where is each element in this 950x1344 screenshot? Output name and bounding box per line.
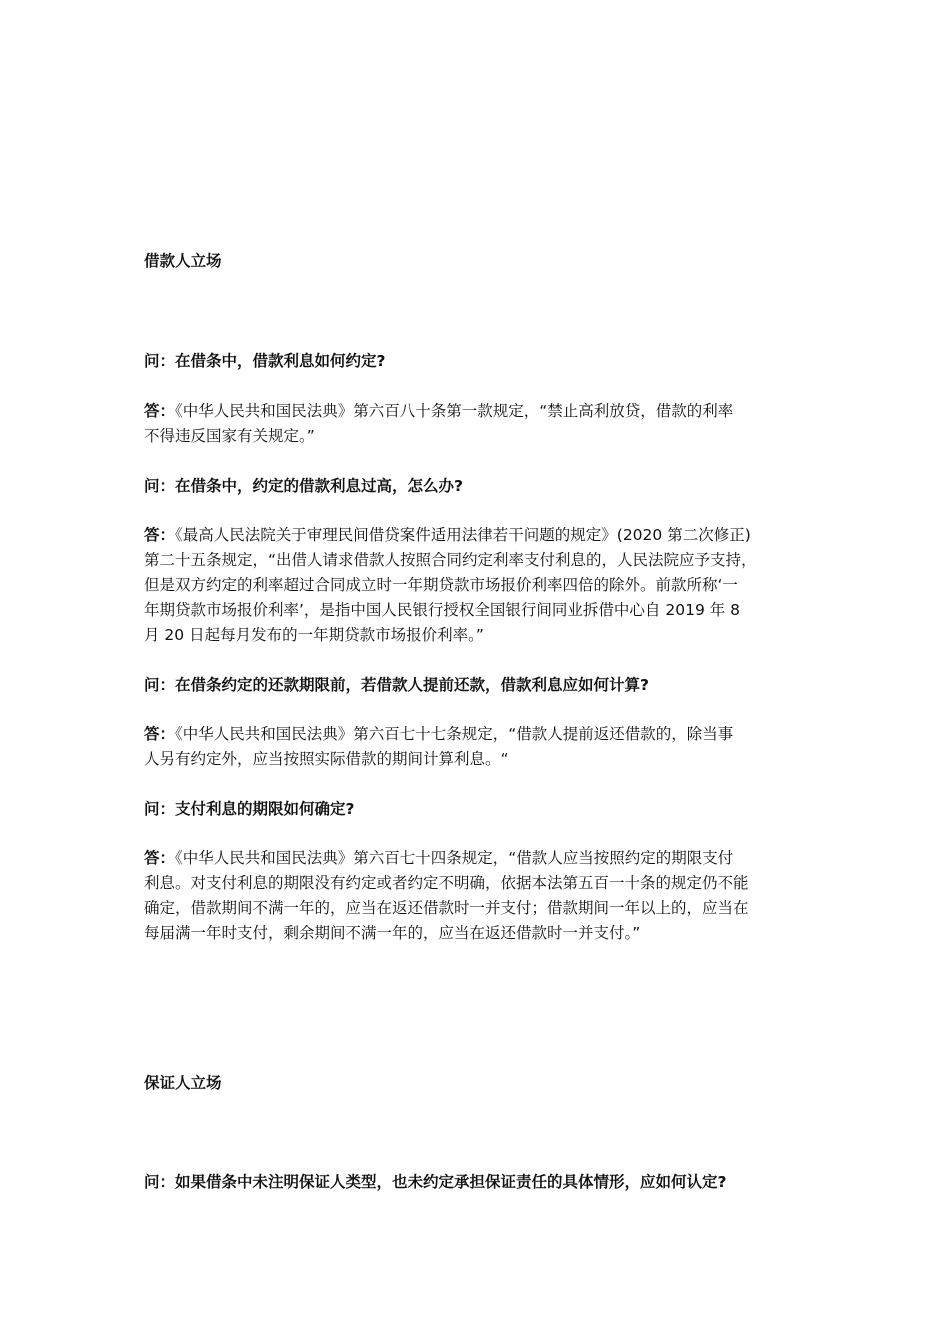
- answer-3: [144, 722, 808, 772]
- section-heading-guarantor: 保证人立场: [144, 1074, 222, 1092]
- answer-line: 年期贷款市场报价利率’，是指中国人民银行授权全国银行间同业拆借中心自 2019 年 8: [144, 601, 741, 619]
- answer-2: [144, 523, 808, 648]
- question-4: 问：支付利息的期限如何确定?: [144, 800, 355, 818]
- answer-label: 答：: [144, 402, 176, 420]
- answer-line: 月 20 日起每月发布的一年期贷款市场报价利率。”: [144, 626, 484, 644]
- answer-line: 《中华人民共和国民法典》第六百七十四条规定，“借款人应当按照约定的期限支付: [175, 849, 734, 867]
- answer-label: 答：: [144, 725, 176, 743]
- answer-1: [144, 399, 808, 449]
- answer-line: 《最高人民法院关于审理民间借贷案件适用法律若干问题的规定》(2020 第二次修正): [175, 526, 751, 544]
- answer-line: 第二十五条规定，“出借人请求借款人按照合同约定利率支付利息的，人民法院应予支持，: [144, 551, 757, 569]
- answer-label: 答：: [144, 526, 176, 544]
- question-2: 问：在借条中，约定的借款利息过高，怎么办?: [144, 477, 463, 495]
- answer-line: 人另有约定外，应当按照实际借款的期间计算利息。“: [144, 750, 509, 768]
- answer-line: 《中华人民共和国民法典》第六百八十条第一款规定，“禁止高利放贷，借款的利率: [175, 402, 734, 420]
- answer-line: 每届满一年时支付，剩余期间不满一年的，应当在返还借款时一并支付。”: [144, 924, 641, 942]
- answer-line: 《中华人民共和国民法典》第六百七十七条规定，“借款人提前返还借款的，除当事: [175, 725, 734, 743]
- answer-line: 利息。对支付利息的期限没有约定或者约定不明确，依据本法第五百一十条的规定仍不能: [144, 874, 749, 892]
- answer-label: 答：: [144, 849, 176, 867]
- section-heading-borrower: 借款人立场: [144, 252, 222, 270]
- answer-line: 确定，借款期间不满一年的，应当在返还借款时一并支付；借款期间一年以上的，应当在: [144, 899, 749, 917]
- question-1: 问：在借条中，借款利息如何约定?: [144, 352, 386, 370]
- answer-line: 但是双方约定的利率超过合同成立时一年期贷款市场报价利率四倍的除外。前款所称‘一: [144, 576, 738, 594]
- answer-4: [144, 846, 808, 946]
- question-3: 问：在借条约定的还款期限前，若借款人提前还款，借款利息应如何计算?: [144, 676, 649, 694]
- answer-line: 不得违反国家有关规定。”: [144, 427, 315, 445]
- question-5: 问：如果借条中未注明保证人类型，也未约定承担保证责任的具体情形，应如何认定?: [144, 1173, 727, 1191]
